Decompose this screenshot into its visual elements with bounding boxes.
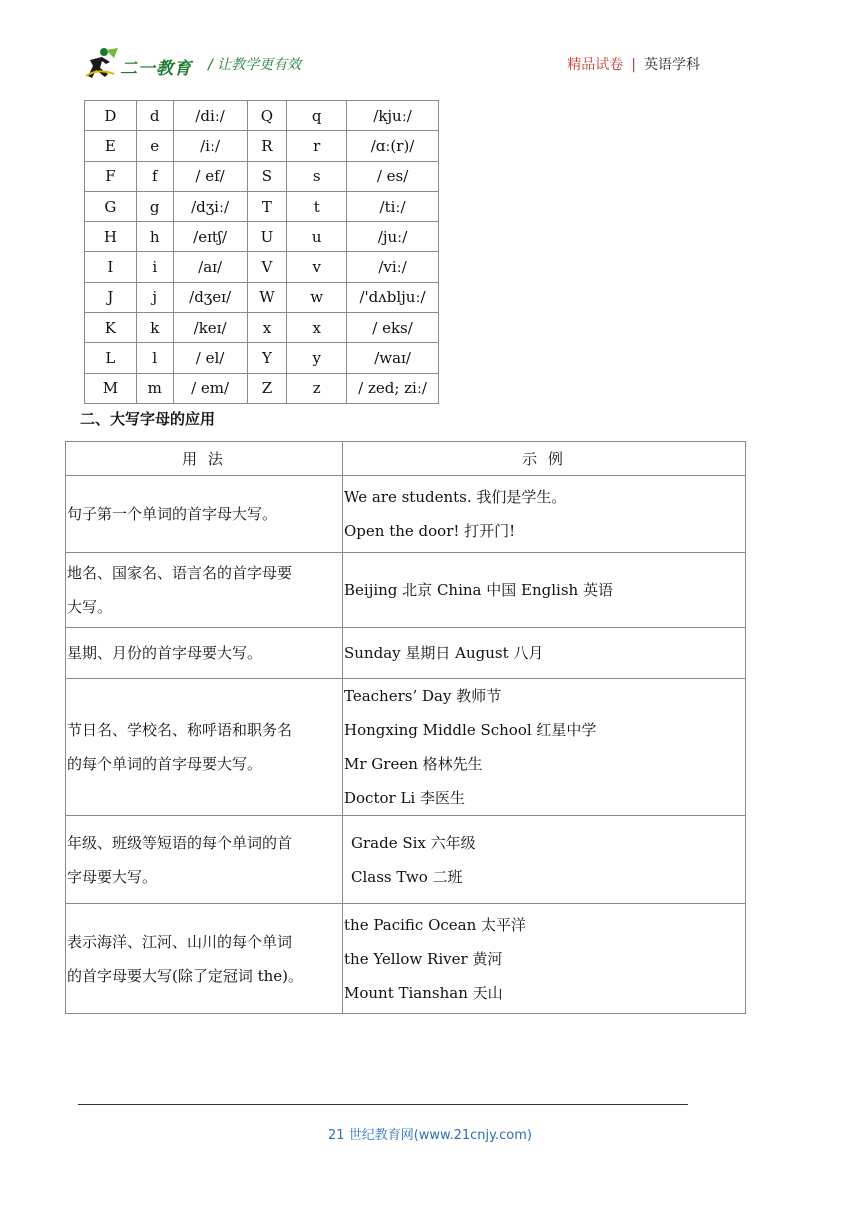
usage-header-rule: 用 法: [66, 442, 343, 476]
alphabet-cell: G: [85, 191, 137, 221]
usage-rule-text: 地名、国家名、语言名的首字母要: [67, 564, 293, 582]
alphabet-cell: x: [247, 313, 287, 343]
subject-label: 英语学科: [644, 57, 700, 73]
header-separator: |: [631, 57, 636, 73]
usage-example-cell: [343, 679, 746, 816]
usage-row: [66, 553, 746, 628]
usage-rule-text: 字母要大写。: [67, 867, 158, 886]
usage-rule-cell: [66, 628, 343, 679]
alphabet-cell: V: [247, 252, 287, 282]
usage-row: [66, 476, 746, 553]
usage-row: [66, 628, 746, 679]
footer-divider: [78, 1104, 688, 1105]
alphabet-cell: g: [136, 191, 173, 221]
alphabet-cell: S: [247, 161, 287, 191]
usage-example-text: Mount Tianshan 天山: [344, 983, 503, 1002]
alphabet-cell: h: [136, 222, 173, 252]
usage-example-text: Hongxing Middle School 红星中学: [344, 721, 597, 739]
usage-rule-text: 句子第一个单词的首字母大写。: [67, 505, 278, 523]
alphabet-row: [85, 282, 439, 312]
alphabet-cell: q: [287, 101, 347, 131]
alphabet-cell: v: [287, 252, 347, 282]
alphabet-row: [85, 191, 439, 221]
usage-rule-cell: [66, 679, 343, 816]
alphabet-cell: w: [287, 282, 347, 312]
usage-header-row: [66, 442, 746, 476]
alphabet-cell: r: [287, 131, 347, 161]
usage-example-text: Beijing 北京 China 中国 English 英语: [344, 581, 613, 599]
alphabet-cell: z: [287, 373, 347, 403]
usage-example-text: Open the door! 打开门!: [344, 522, 516, 540]
usage-rule-cell: [66, 904, 343, 1014]
alphabet-cell: i: [136, 252, 173, 282]
alphabet-cell: U: [247, 222, 287, 252]
usage-rule-text: 节日名、学校名、称呼语和职务名: [67, 721, 293, 739]
usage-rule-cell: [66, 816, 343, 904]
usage-row: [66, 904, 746, 1014]
usage-rule-text: 的首字母要大写(除了定冠词 the)。: [67, 966, 304, 985]
usage-rule-cell: [66, 476, 343, 553]
alphabet-cell: /aɪ/: [173, 252, 247, 282]
usage-rule-cell: [66, 553, 343, 628]
alphabet-cell: Q: [247, 101, 287, 131]
alphabet-cell: Z: [247, 373, 287, 403]
category-label: 精品试卷: [567, 57, 624, 73]
alphabet-cell: / ef/: [173, 161, 247, 191]
alphabet-cell: / zed; ziː/: [347, 373, 439, 403]
alphabet-table-body: [85, 101, 439, 404]
alphabet-row: [85, 343, 439, 373]
usage-example-text: Grade Six 六年级: [351, 833, 476, 852]
usage-example-text: We are students. 我们是学生。: [344, 488, 567, 506]
alphabet-cell: u: [287, 222, 347, 252]
slogan: / 让教学更有效: [208, 57, 302, 73]
alphabet-row: [85, 161, 439, 191]
alphabet-row: [85, 131, 439, 161]
footer-text: 21 世纪教育网(www.21cnjy.com): [328, 1128, 532, 1143]
alphabet-cell: /kjuː/: [347, 101, 439, 131]
alphabet-row: [85, 313, 439, 343]
alphabet-cell: / em/: [173, 373, 247, 403]
usage-example-text: Doctor Li 李医生: [344, 789, 465, 807]
usage-example-cell: [343, 904, 746, 1014]
usage-rule-text: 星期、月份的首字母要大写。: [67, 644, 263, 662]
usage-example-cell: [343, 553, 746, 628]
alphabet-cell: K: [85, 313, 137, 343]
alphabet-cell: /viː/: [347, 252, 439, 282]
alphabet-cell: L: [85, 343, 137, 373]
alphabet-cell: /waɪ/: [347, 343, 439, 373]
usage-rule-text: 表示海洋、江河、山川的每个单词: [67, 932, 293, 951]
alphabet-cell: I: [85, 252, 137, 282]
alphabet-cell: s: [287, 161, 347, 191]
capital-usage-table: [65, 441, 746, 1014]
alphabet-cell: J: [85, 282, 137, 312]
alphabet-cell: /diː/: [173, 101, 247, 131]
page-header: [0, 0, 860, 90]
usage-example-text: Sunday 星期日 August 八月: [344, 644, 544, 662]
alphabet-cell: m: [136, 373, 173, 403]
usage-example-text: the Pacific Ocean 太平洋: [344, 915, 527, 934]
usage-rule-text: 大写。: [67, 598, 113, 616]
alphabet-cell: j: [136, 282, 173, 312]
usage-rule-text: 年级、班级等短语的每个单词的首: [67, 833, 293, 852]
logo: [84, 46, 194, 82]
usage-example-text: the Yellow River 黄河: [344, 949, 503, 968]
alphabet-cell: /juː/: [347, 222, 439, 252]
logo-text: 二一教育: [120, 59, 192, 79]
usage-header-example: 示 例: [343, 442, 746, 476]
usage-row: [66, 679, 746, 816]
usage-example-text: Class Two 二班: [351, 867, 463, 886]
alphabet-cell: /keɪ/: [173, 313, 247, 343]
header-category: [567, 54, 700, 74]
alphabet-cell: e: [136, 131, 173, 161]
alphabet-cell: /'dʌbljuː/: [347, 282, 439, 312]
alphabet-cell: F: [85, 161, 137, 191]
alphabet-cell: W: [247, 282, 287, 312]
alphabet-cell: f: [136, 161, 173, 191]
alphabet-cell: l: [136, 343, 173, 373]
alphabet-cell: E: [85, 131, 137, 161]
alphabet-cell: D: [85, 101, 137, 131]
alphabet-cell: /iː/: [173, 131, 247, 161]
alphabet-row: [85, 222, 439, 252]
usage-example-cell: [343, 476, 746, 553]
alphabet-cell: x: [287, 313, 347, 343]
usage-example-text: Teachers’ Day 教师节: [344, 687, 502, 705]
usage-row: [66, 816, 746, 904]
usage-example-text: Mr Green 格林先生: [344, 755, 483, 773]
alphabet-cell: H: [85, 222, 137, 252]
alphabet-cell: Y: [247, 343, 287, 373]
alphabet-cell: T: [247, 191, 287, 221]
alphabet-cell: y: [287, 343, 347, 373]
alphabet-cell: / eks/: [347, 313, 439, 343]
usage-example-cell: [343, 628, 746, 679]
alphabet-cell: /ɑː(r)/: [347, 131, 439, 161]
alphabet-cell: /dʒeɪ/: [173, 282, 247, 312]
usage-rule-text: 的每个单词的首字母要大写。: [67, 755, 263, 773]
alphabet-table: [84, 100, 439, 404]
usage-example-cell: [343, 816, 746, 904]
alphabet-cell: k: [136, 313, 173, 343]
alphabet-cell: /tiː/: [347, 191, 439, 221]
section-title: 二、大写字母的应用: [80, 410, 216, 428]
usage-table-body: [66, 476, 746, 1014]
alphabet-cell: R: [247, 131, 287, 161]
alphabet-cell: /dʒiː/: [173, 191, 247, 221]
alphabet-row: [85, 252, 439, 282]
alphabet-cell: /eɪtʃ/: [173, 222, 247, 252]
runner-logo-icon: [84, 46, 120, 82]
alphabet-row: [85, 373, 439, 403]
alphabet-cell: / el/: [173, 343, 247, 373]
alphabet-cell: d: [136, 101, 173, 131]
alphabet-cell: / es/: [347, 161, 439, 191]
alphabet-row: [85, 101, 439, 131]
alphabet-cell: t: [287, 191, 347, 221]
alphabet-cell: M: [85, 373, 137, 403]
